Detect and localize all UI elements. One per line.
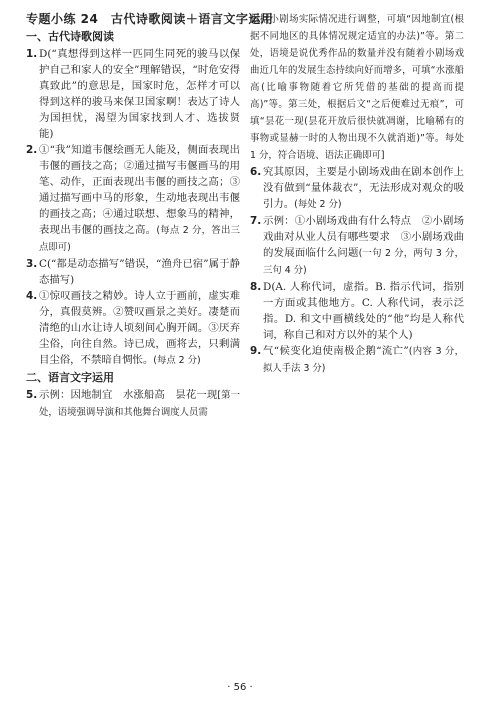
answer-text: D(A. 人称代词，虚指。B. 指示代词，指别一方面或其他地方。C. 人称代词，表示泛指。D. 和文中画横线处的“他”均是人称代词，称自己和对方以外的某个人) [263,281,464,341]
scoring-note: 根据小剧场实际情况进行调整，可填“因地制宜(根据不同地区的具体情况规定适宜的办法)”等。第二处，语境是说优秀作品的数量并没有随着小剧场戏曲近几年的发展生态持续向好而增多，可填“水涨船高(比喻事物随着它所凭借的基础的提高而提高)”等。第三处，根据后文“之后便难过无痕”，可填“昙花一现(昙花开放后很快就凋谢，比喻稀有的事物或显赫一时的人物出现不久就消逝)”等。每处 1 分，符合语境、语法正确即可] [250,14,464,161]
answer-3 [26,256,240,288]
scoring-note: (每点 2 分，答出三点即可) [39,225,240,253]
answer-text: C(“都是动态描写”错误，“渔舟已宿”属于静态描写) [39,258,240,286]
answer-5 [26,387,240,421]
section-heading-language: 二、语言文字运用 [26,371,114,384]
answer-number: 5. [26,389,38,401]
answer-number: 7. [250,215,262,227]
answer-text: ①惊叹画技之精妙。诗人立于画前，虚实难分，真假莫辨。②赞叹画景之美好。凄楚而清绝的山水让诗人顷刻间心胸开阔。③厌弃尘俗，向往自然。诗已成，画将去，只剩满目尘俗，不禁暗自惆怅。 [39,290,240,366]
answer-prefix: 气 [263,345,274,357]
answer-9 [250,343,464,377]
page-title: 专题小练 24 古代诗歌阅读＋语言文字运用 [26,12,274,26]
answer-2 [26,142,240,256]
scoring-note: (每处 2 分) [294,199,342,210]
page-number: · 56 · [227,682,253,693]
answer-1 [26,46,240,142]
answer-number: 9. [250,345,262,357]
answer-5-continued [250,11,464,164]
answer-text: “候变化迫使南极企鹅“流亡” [273,345,409,357]
section-heading-poetry: 一、古代诗歌阅读 [26,30,114,43]
answer-6 [250,164,464,213]
answer-number: 4. [26,290,38,302]
right-column [250,11,464,377]
scoring-note: (内容 3 分，拟人手法 3 分) [263,346,465,374]
answer-number: 6. [250,166,262,178]
answer-text: D(“真想得到这样一匹同生同死的骏马以保护自己和家人的安全”理解错误，“时危安得真致此”的意思是，国家时危，怎样才可以得到这样的骏马来保卫国家啊！表达了诗人为国担忧，渴望为国家找到人才、选拔贤能) [39,48,240,140]
answer-text: 究其原因，主要是小剧场戏曲在剧本创作上没有做到“量体裁衣”，无法形成对观众的吸引力。 [263,166,464,210]
scoring-note: (一句 2 分，两句 3 分，三句 4 分) [263,248,465,276]
answer-7 [250,213,464,279]
answer-number: 2. [26,144,38,156]
answer-text: 示例：①小剧场戏曲有什么特点 ②小剧场戏曲对从业人员有哪些要求 ③小剧场戏曲的发展面临什么问题 [263,215,464,259]
scoring-note: [第一处，语境强调导演和其他舞台调度人员需 [39,390,240,418]
answer-number: 8. [250,281,262,293]
left-column [26,11,274,421]
answer-text: 示例：因地制宜 水涨船高 昙花一现 [39,389,218,401]
answer-number: 3. [26,258,38,270]
answer-number: 1. [26,48,38,60]
answer-text: ①“我”知道韦偃绘画无人能及，侧面表现出韦偃的画技之高；②通过描写韦偃画马的用笔、动作，正面表现出韦偃的画技之高；③通过描写画中马的形象，生动地表现出韦偃的画技之高；④通过联想、想象马的精神，表现出韦偃的画技之高。 [39,144,240,236]
answer-4 [26,288,240,369]
answer-8 [250,279,464,343]
scoring-note: (每点 2 分) [153,355,201,366]
